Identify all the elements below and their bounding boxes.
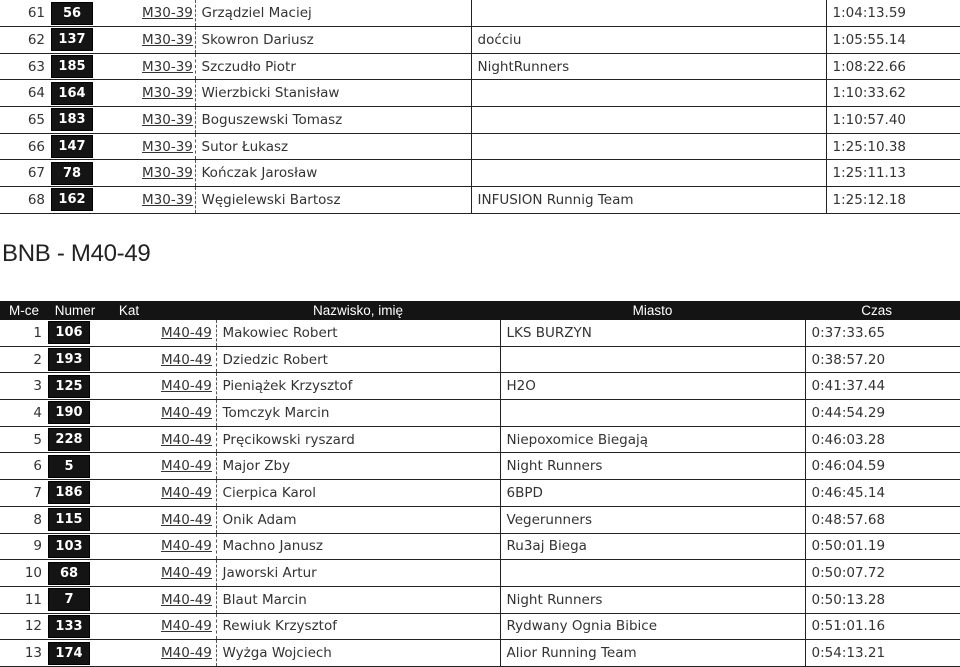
category-link-text[interactable]: M30-39 — [142, 58, 193, 75]
place-cell: 13 — [0, 640, 48, 667]
header-city[interactable]: Miasto — [500, 301, 805, 320]
bib-cell — [51, 187, 98, 214]
table-row — [0, 533, 960, 560]
category-link[interactable] — [142, 187, 195, 214]
category-link-text[interactable]: M30-39 — [142, 5, 193, 21]
name-cell: Tomczyk Marcin — [216, 400, 500, 427]
bib-cell — [51, 80, 98, 107]
spacer-cell — [102, 586, 161, 613]
time-cell: 1:25:12.18 — [826, 187, 960, 214]
bib-number-badge: 185 — [51, 55, 93, 78]
bib-cell — [51, 53, 98, 80]
name-cell: Onik Adam — [216, 506, 500, 533]
bib-cell — [48, 506, 102, 533]
spacer-cell — [102, 533, 161, 560]
city-cell — [500, 346, 805, 373]
bib-number-badge: 7 — [48, 588, 90, 611]
time-cell: 0:44:54.29 — [805, 400, 960, 427]
city-cell: NightRunners — [471, 53, 826, 80]
bib-number-badge: 193 — [48, 348, 90, 371]
category-link[interactable] — [142, 80, 195, 107]
spacer-cell — [102, 453, 161, 480]
bib-number-badge: 186 — [48, 481, 90, 504]
section-title: BNB - M40-49 — [2, 240, 151, 267]
category-link-text[interactable]: M40-49 — [161, 645, 212, 662]
city-cell — [500, 560, 805, 587]
category-link-text[interactable]: M40-49 — [161, 351, 212, 368]
category-link-text[interactable]: M40-49 — [161, 431, 212, 448]
table-row — [0, 426, 960, 453]
name-cell: Major Zby — [216, 453, 500, 480]
header-bib[interactable]: Numer — [48, 301, 102, 320]
category-link-text[interactable]: M40-49 — [161, 511, 212, 528]
category-link[interactable] — [161, 586, 216, 613]
table-row — [0, 613, 960, 640]
category-link[interactable] — [161, 320, 216, 346]
bib-cell — [48, 613, 102, 640]
city-cell: Alior Running Team — [500, 640, 805, 667]
table-row — [0, 27, 960, 54]
category-link[interactable] — [142, 160, 195, 187]
name-cell: Makowiec Robert — [216, 320, 500, 346]
time-cell: 0:54:13.21 — [805, 640, 960, 667]
name-cell: Jaworski Artur — [216, 560, 500, 587]
bib-cell — [48, 400, 102, 427]
place-cell: 67 — [0, 160, 51, 187]
name-cell: Wyżga Wojciech — [216, 640, 500, 667]
category-link[interactable] — [161, 560, 216, 587]
city-cell — [471, 160, 826, 187]
time-cell: 1:08:22.66 — [826, 53, 960, 80]
time-cell: 0:46:03.28 — [805, 426, 960, 453]
table-row — [0, 400, 960, 427]
spacer-cell — [102, 613, 161, 640]
bib-number-badge: 68 — [48, 562, 90, 585]
bib-cell — [48, 426, 102, 453]
spacer-cell — [98, 160, 142, 187]
bib-number-badge: 147 — [51, 135, 93, 158]
bib-number-badge: 115 — [48, 508, 90, 531]
category-link-text[interactable]: M40-49 — [161, 618, 212, 635]
category-link-text[interactable]: M40-49 — [161, 538, 212, 555]
city-cell — [471, 80, 826, 107]
category-link[interactable] — [161, 506, 216, 533]
city-cell: LKS BURZYN — [500, 320, 805, 346]
time-cell: 0:48:57.68 — [805, 506, 960, 533]
spacer-cell — [98, 187, 142, 214]
table-row — [0, 107, 960, 134]
bib-cell — [48, 533, 102, 560]
category-link-text[interactable]: M40-49 — [161, 458, 212, 475]
table-row — [0, 373, 960, 400]
name-cell: Wierzbicki Stanisław — [195, 80, 471, 107]
name-cell: Blaut Marcin — [216, 586, 500, 613]
table-row — [0, 320, 960, 346]
header-category[interactable]: Kat — [102, 301, 216, 320]
category-link-text[interactable]: M40-49 — [161, 404, 212, 421]
bib-cell — [51, 133, 98, 160]
category-link[interactable] — [161, 640, 216, 667]
name-cell: Rewiuk Krzysztof — [216, 613, 500, 640]
place-cell: 61 — [0, 0, 51, 27]
category-link-text[interactable]: M40-49 — [161, 591, 212, 608]
name-cell: Grządziel Maciej — [195, 0, 471, 27]
bib-cell — [48, 480, 102, 507]
city-cell: Rydwany Ognia Bibice — [500, 613, 805, 640]
place-cell: 12 — [0, 613, 48, 640]
category-link-text[interactable]: M40-49 — [161, 378, 212, 395]
table-row — [0, 506, 960, 533]
place-cell: 5 — [0, 426, 48, 453]
place-cell: 65 — [0, 107, 51, 134]
category-link-text[interactable]: M30-39 — [142, 191, 193, 208]
bib-cell — [48, 346, 102, 373]
previous-category-results-table — [0, 0, 960, 214]
bib-number-badge: 228 — [48, 428, 90, 451]
table-row — [0, 53, 960, 80]
city-cell: Ru3aj Biega — [500, 533, 805, 560]
place-cell: 7 — [0, 480, 48, 507]
bib-cell — [48, 586, 102, 613]
city-cell: doćciu — [471, 27, 826, 54]
category-link[interactable] — [161, 426, 216, 453]
table-row — [0, 346, 960, 373]
name-cell: Szczudło Piotr — [195, 53, 471, 80]
spacer-cell — [98, 107, 142, 134]
table-row — [0, 187, 960, 214]
bib-cell — [48, 373, 102, 400]
category-link-text[interactable]: M30-39 — [142, 31, 193, 48]
name-cell: Kończak Jarosław — [195, 160, 471, 187]
time-cell: 1:10:57.40 — [826, 107, 960, 134]
bib-cell — [51, 107, 98, 134]
m40-49-results-body — [0, 320, 960, 666]
name-cell: Pręcikowski ryszard — [216, 426, 500, 453]
bib-cell — [48, 640, 102, 667]
name-cell: Pieniążek Krzysztof — [216, 373, 500, 400]
table-row — [0, 133, 960, 160]
table-row — [0, 640, 960, 667]
spacer-cell — [98, 27, 142, 54]
place-cell: 4 — [0, 400, 48, 427]
time-cell: 0:50:13.28 — [805, 586, 960, 613]
time-cell: 0:41:37.44 — [805, 373, 960, 400]
category-link[interactable] — [142, 53, 195, 80]
time-cell: 0:46:04.59 — [805, 453, 960, 480]
spacer-cell — [98, 0, 142, 27]
table-row — [0, 586, 960, 613]
spacer-cell — [102, 480, 161, 507]
name-cell: Skowron Dariusz — [195, 27, 471, 54]
bib-number-badge: 164 — [51, 82, 93, 105]
bib-cell — [51, 27, 98, 54]
time-cell: 0:50:01.19 — [805, 533, 960, 560]
place-cell: 9 — [0, 533, 48, 560]
category-link[interactable] — [161, 400, 216, 427]
header-time[interactable]: Czas — [805, 301, 960, 320]
spacer-cell — [98, 53, 142, 80]
category-link[interactable] — [161, 533, 216, 560]
name-cell: Boguszewski Tomasz — [195, 107, 471, 134]
bib-number-badge: 174 — [48, 642, 90, 665]
bib-number-badge: 183 — [51, 108, 93, 131]
category-link[interactable] — [161, 453, 216, 480]
bib-cell — [51, 0, 98, 27]
category-link[interactable] — [161, 480, 216, 507]
spacer-cell — [102, 560, 161, 587]
place-cell: 8 — [0, 506, 48, 533]
category-link-text[interactable]: M40-49 — [161, 565, 212, 582]
bib-number-badge: 190 — [48, 401, 90, 424]
bib-cell — [48, 453, 102, 480]
category-link[interactable] — [142, 133, 195, 160]
bib-number-badge: 162 — [51, 188, 93, 211]
spacer-cell — [98, 133, 142, 160]
time-cell: 0:37:33.65 — [805, 320, 960, 346]
name-cell: Machno Janusz — [216, 533, 500, 560]
city-cell: Night Runners — [500, 586, 805, 613]
city-cell: 6BPD — [500, 480, 805, 507]
city-cell: Vegerunners — [500, 506, 805, 533]
category-link-text[interactable]: M40-49 — [161, 484, 212, 501]
category-link[interactable] — [161, 373, 216, 400]
category-link-text[interactable]: M30-39 — [142, 111, 193, 128]
time-cell: 0:38:57.20 — [805, 346, 960, 373]
name-cell: Cierpica Karol — [216, 480, 500, 507]
table-row — [0, 160, 960, 187]
time-cell: 0:50:07.72 — [805, 560, 960, 587]
category-link-text[interactable]: M30-39 — [142, 85, 193, 102]
bib-number-badge: 106 — [48, 321, 90, 344]
category-link-text[interactable]: M30-39 — [142, 138, 193, 155]
table-row — [0, 453, 960, 480]
bib-number-badge: 137 — [51, 28, 93, 51]
place-cell: 63 — [0, 53, 51, 80]
table-row — [0, 80, 960, 107]
spacer-cell — [102, 320, 161, 346]
spacer-cell — [98, 80, 142, 107]
time-cell: 0:51:01.16 — [805, 613, 960, 640]
category-link[interactable] — [161, 613, 216, 640]
city-cell: Night Runners — [500, 453, 805, 480]
name-cell: Sutor Łukasz — [195, 133, 471, 160]
place-cell: 68 — [0, 187, 51, 214]
bib-number-badge: 5 — [48, 455, 90, 478]
place-cell: 66 — [0, 133, 51, 160]
table-row — [0, 0, 960, 27]
name-cell: Dziedzic Robert — [216, 346, 500, 373]
category-link-text[interactable]: M40-49 — [161, 324, 212, 341]
time-cell: 1:25:11.13 — [826, 160, 960, 187]
place-cell: 6 — [0, 453, 48, 480]
place-cell: 1 — [0, 320, 48, 346]
bib-number-badge: 133 — [48, 615, 90, 638]
place-cell: 64 — [0, 80, 51, 107]
city-cell — [471, 133, 826, 160]
name-cell: Węgielewski Bartosz — [195, 187, 471, 214]
city-cell — [471, 107, 826, 134]
time-cell: 1:04:13.59 — [826, 0, 960, 27]
table-header-row — [0, 301, 960, 320]
category-link[interactable] — [161, 346, 216, 373]
time-cell: 1:25:10.38 — [826, 133, 960, 160]
table-row — [0, 560, 960, 587]
city-cell: Niepoxomice Biegają — [500, 426, 805, 453]
m40-49-results-table — [0, 301, 960, 667]
time-cell: 0:46:45.14 — [805, 480, 960, 507]
time-cell: 1:05:55.14 — [826, 27, 960, 54]
spacer-cell — [102, 373, 161, 400]
bib-number-badge: 56 — [51, 2, 93, 25]
bib-number-badge: 103 — [48, 535, 90, 558]
spacer-cell — [102, 400, 161, 427]
category-link[interactable] — [142, 0, 195, 27]
bib-cell — [48, 560, 102, 587]
place-cell: 62 — [0, 27, 51, 54]
spacer-cell — [102, 346, 161, 373]
bib-cell — [48, 320, 102, 346]
header-place: M-ce — [0, 301, 48, 320]
spacer-cell — [102, 426, 161, 453]
category-link[interactable] — [142, 27, 195, 54]
place-cell: 10 — [0, 560, 48, 587]
place-cell: 2 — [0, 346, 48, 373]
spacer-cell — [102, 506, 161, 533]
category-link[interactable] — [142, 107, 195, 134]
bib-number-badge: 125 — [48, 375, 90, 398]
header-name[interactable]: Nazwisko, imię — [216, 301, 500, 320]
city-cell — [500, 400, 805, 427]
bib-cell — [51, 160, 98, 187]
table-row — [0, 480, 960, 507]
place-cell: 3 — [0, 373, 48, 400]
place-cell: 11 — [0, 586, 48, 613]
city-cell: H2O — [500, 373, 805, 400]
spacer-cell — [102, 640, 161, 667]
previous-results-body — [0, 0, 960, 213]
time-cell: 1:10:33.62 — [826, 80, 960, 107]
bib-number-badge: 78 — [51, 162, 93, 185]
city-cell: INFUSION Runnig Team — [471, 187, 826, 214]
category-link-text[interactable]: M30-39 — [142, 165, 193, 182]
city-cell — [471, 0, 826, 27]
